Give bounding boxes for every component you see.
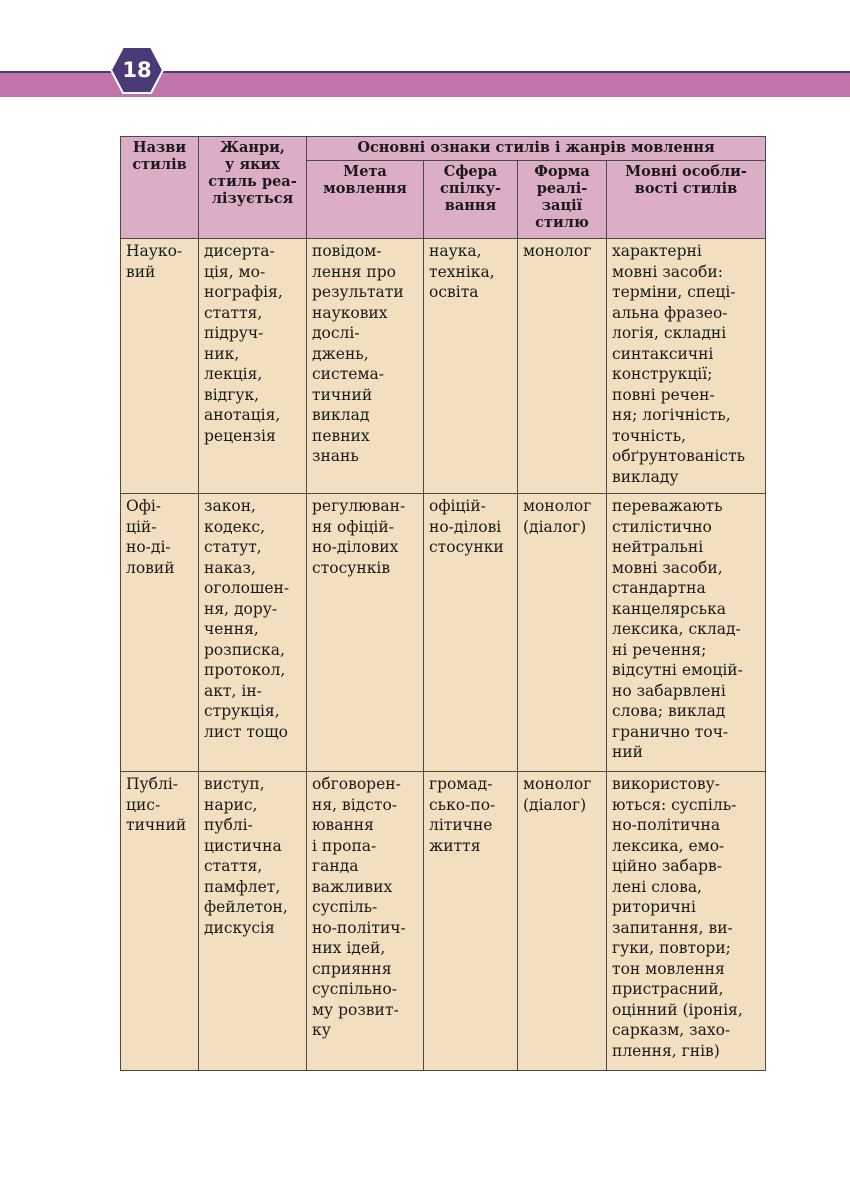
cell-sphere: громад- сько-по- літичне життя (424, 772, 518, 1071)
cell-form: монолог (діалог) (518, 494, 607, 772)
header-features: Мовні особли- вості стилів (607, 161, 766, 239)
cell-style-name: Науко- вий (121, 239, 199, 494)
header-form: Форма реалі- зації стилю (518, 161, 607, 239)
cell-features: переважають стилістично нейтральні мовні засоби, стандартна канцелярська лексика, склад- ні речення; відсутні емоцій- но забарвлені слова; виклад гранично точ- ний (607, 494, 766, 772)
cell-genres: дисерта- ція, мо- нографія, стаття, підруч- ник, лекція, відгук, анотація, рецензія (199, 239, 307, 494)
cell-genres: закон, кодекс, статут, наказ, оголошен- ня, дору- чення, розписка, протокол, акт, ін- струкція, лист тощо (199, 494, 307, 772)
header-style-name: Назви стилів (121, 137, 199, 239)
table-row-scientific (121, 239, 766, 494)
cell-goal: повідом- лення про результати наукових дослі- джень, система- тичний виклад певних знань (307, 239, 424, 494)
speech-styles-table (120, 136, 766, 1071)
cell-form: монолог (діалог) (518, 772, 607, 1071)
header-genres: Жанри, у яких стиль реа- лізується (199, 137, 307, 239)
page-number: 18 (122, 58, 152, 82)
cell-genres: виступ, нарис, публі- цистична стаття, памфлет, фейлетон, дискусія (199, 772, 307, 1071)
cell-sphere: офіцій- но-ділові стосунки (424, 494, 518, 772)
cell-features: використову- ються: суспіль- но-політична лексика, емо- ційно забарв- лені слова, риторичні запитання, ви- гуки, повтори; тон мовлення пристрасний, оцінний (іронія, сарказм, захо- плення, гнів) (607, 772, 766, 1071)
cell-style-name: Публі- цис- тичний (121, 772, 199, 1071)
cell-style-name: Офі- цій- но-ді- ловий (121, 494, 199, 772)
header-sphere: Сфера спілку- вання (424, 161, 518, 239)
header-goal: Мета мовлення (307, 161, 424, 239)
table-row-publicistic (121, 772, 766, 1071)
cell-form: монолог (518, 239, 607, 494)
cell-features: характерні мовні засоби: терміни, спеці- альна фразео- логія, складні синтаксичні конструкції; повні речен- ня; логічність, точність, обґрунтованість викладу (607, 239, 766, 494)
table-row-official (121, 494, 766, 772)
header-group-title: Основні ознаки стилів і жанрів мовлення (307, 137, 766, 161)
cell-sphere: наука, техніка, освіта (424, 239, 518, 494)
cell-goal: регулюван- ня офіцій- но-ділових стосунків (307, 494, 424, 772)
cell-goal: обговорен- ня, відсто- ювання і пропа- ганда важливих суспіль- но-політич- них ідей, сприяння суспільно- му розвит- ку (307, 772, 424, 1071)
